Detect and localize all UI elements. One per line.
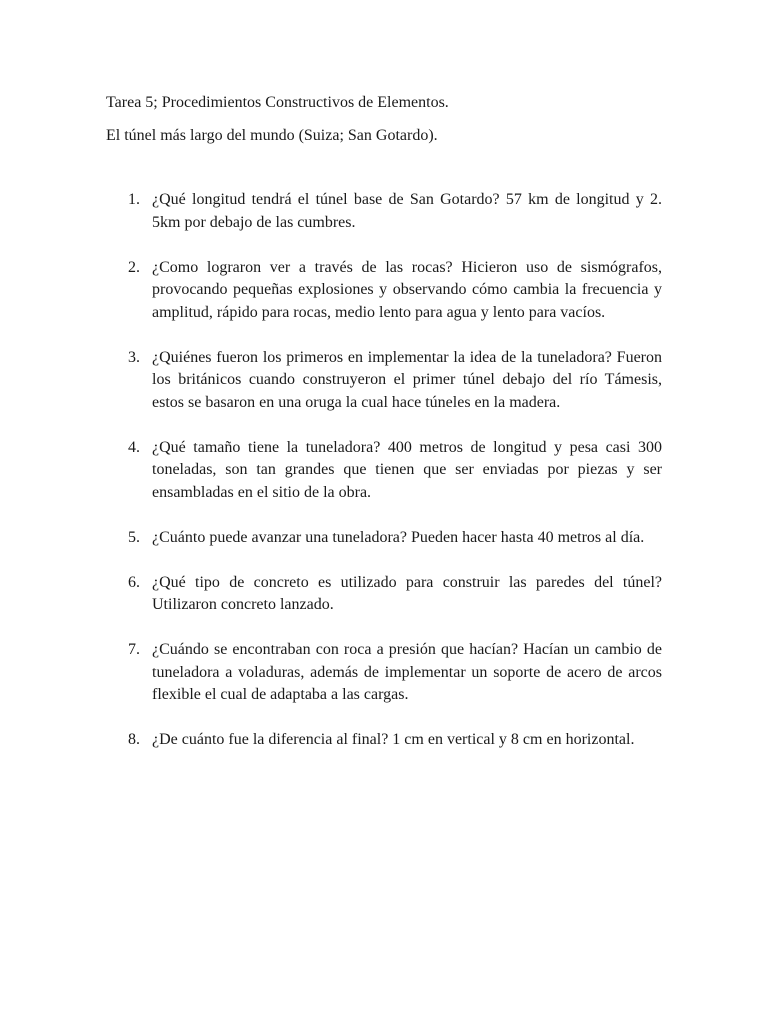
question-text: ¿Qué tamaño tiene la tuneladora? 400 metros de longitud y pesa casi 300 toneladas, son tan grandes que tienen que ser enviadas por piezas y ser ensambladas en el sitio de la obra. xyxy=(152,438,662,501)
question-list xyxy=(106,189,662,774)
question-text: ¿Como lograron ver a través de las rocas? Hicieron uso de sismógrafos, provocando pequeñas explosiones y observando cómo cambia la frecuencia y amplitud, rápido para rocas, medio lento para agua y lento para vacíos. xyxy=(152,258,662,321)
question-text: ¿Quiénes fueron los primeros en implementar la idea de la tuneladora? Fueron los británicos cuando construyeron el primer túnel debajo del río Támesis, estos se basaron en una oruga la cual hace túneles en la madera. xyxy=(152,348,662,411)
question-number: 8. xyxy=(128,731,140,748)
question-number: 3. xyxy=(128,348,140,366)
question-text: ¿Cuándo se encontraban con roca a presión que hacían? Hacían un cambio de tuneladora a voladuras, además de implementar un soporte de acero de arcos flexible el cual de adaptaba a las cargas. xyxy=(152,641,662,703)
topic-subtitle: El túnel más largo del mundo (Suiza; San Gotardo). xyxy=(106,127,438,144)
question-item xyxy=(106,189,662,234)
question-text: ¿Qué longitud tendrá el túnel base de San Gotardo? 57 km de longitud y 2. 5km por debajo de las cumbres. xyxy=(152,191,662,231)
question-number: 1. xyxy=(128,191,140,208)
question-number: 2. xyxy=(128,258,140,276)
question-item xyxy=(106,639,662,707)
question-number: 7. xyxy=(128,641,140,658)
question-item xyxy=(106,347,662,415)
question-item xyxy=(106,527,662,550)
question-text: ¿Qué tipo de concreto es utilizado para construir las paredes del túnel? Utilizaron concreto lanzado. xyxy=(152,573,662,613)
question-item xyxy=(106,437,662,505)
question-text: ¿Cuánto puede avanzar una tuneladora? Pueden hacer hasta 40 metros al día. xyxy=(152,528,645,546)
question-number: 4. xyxy=(128,438,140,456)
question-number: 6. xyxy=(128,573,140,591)
question-item xyxy=(106,572,662,617)
assignment-title: Tarea 5; Procedimientos Constructivos de Elementos. xyxy=(106,94,449,111)
question-number: 5. xyxy=(128,528,140,546)
question-item xyxy=(106,729,662,752)
question-text: ¿De cuánto fue la diferencia al final? 1 cm en vertical y 8 cm en horizontal. xyxy=(152,731,635,748)
question-item xyxy=(106,257,662,325)
